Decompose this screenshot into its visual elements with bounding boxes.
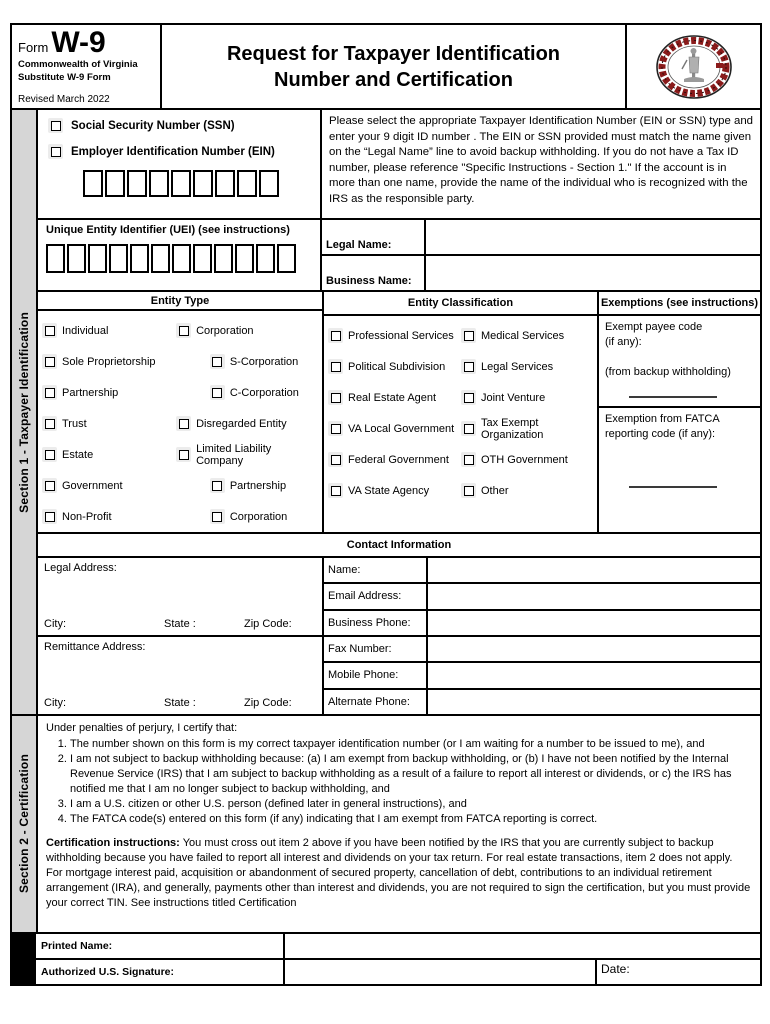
- form-title-line-1: Request for Taxpayer Identification: [226, 42, 561, 65]
- uei-digit-box[interactable]: [46, 244, 65, 273]
- section-1: [12, 110, 760, 714]
- entity-type-option: C-Corporation: [229, 386, 299, 399]
- tin-digit-box[interactable]: [83, 170, 103, 197]
- entity-classification-checkbox[interactable]: [461, 421, 476, 436]
- entity-classification-option: VA State Agency: [348, 484, 430, 497]
- section-2-sidebar: [12, 716, 38, 932]
- uei-digit-box[interactable]: [172, 244, 191, 273]
- exempt-payee-line-2: (if any):: [605, 336, 642, 348]
- exempt-payee-line-3: (from backup withholding): [605, 366, 731, 378]
- entity-type-option: Non-Profit: [62, 510, 112, 523]
- uei-digit-box[interactable]: [193, 244, 212, 273]
- fatca-label: Exemption from FATCA reporting code (if any):: [605, 413, 720, 440]
- tin-digit-box[interactable]: [237, 170, 257, 197]
- uei-digit-box[interactable]: [214, 244, 233, 273]
- contact-email-input[interactable]: [428, 584, 760, 608]
- uei-digit-box[interactable]: [67, 244, 86, 273]
- entity-classification-checkbox[interactable]: [461, 452, 476, 467]
- contact-fax-label: Fax Number:: [324, 637, 428, 661]
- ein-label: Employer Identification Number (EIN): [71, 145, 275, 158]
- org-line-1: Commonwealth of Virginia: [18, 59, 138, 70]
- exemptions-column: [599, 292, 760, 532]
- virginia-seal-icon: [644, 33, 744, 101]
- entity-type-checkbox[interactable]: [176, 447, 191, 462]
- printed-name-input[interactable]: [285, 934, 760, 958]
- entity-classification-checkbox[interactable]: [461, 390, 476, 405]
- form-title-line-2: Number and Certification: [274, 68, 513, 91]
- signature-input[interactable]: [285, 960, 597, 984]
- entity-type-checkbox[interactable]: [42, 323, 57, 338]
- legal-name-label: Legal Name:: [322, 220, 426, 254]
- address-column: [38, 558, 324, 714]
- entity-type-checkbox[interactable]: [176, 416, 191, 431]
- entity-classification-checkbox[interactable]: [328, 390, 343, 405]
- entity-classification-checkbox[interactable]: [461, 328, 476, 343]
- contact-business-phone-label: Business Phone:: [324, 611, 428, 635]
- remittance-state-label: State :: [164, 697, 196, 709]
- uei-digit-box[interactable]: [256, 244, 275, 273]
- exemptions-header: Exemptions (see instructions): [599, 292, 760, 316]
- entity-classification-option: Medical Services: [481, 329, 565, 342]
- entity-type-checkbox[interactable]: [176, 323, 191, 338]
- entity-classification-header: Entity Classification: [324, 292, 597, 316]
- contact-information-header: Contact Information: [38, 534, 760, 558]
- tin-digit-box[interactable]: [149, 170, 169, 197]
- form-number: W-9: [51, 26, 106, 59]
- entity-classification-option: VA Local Government: [348, 422, 455, 435]
- signature-label: Authorized U.S. Signature:: [36, 960, 285, 984]
- exempt-payee-code-input[interactable]: [629, 396, 717, 398]
- certification-instructions: [46, 836, 752, 911]
- entity-classification-checkbox[interactable]: [328, 328, 343, 343]
- legal-city-label: City:: [44, 618, 66, 630]
- entity-type-option: Disregarded Entity: [196, 417, 287, 430]
- tin-digit-box[interactable]: [105, 170, 125, 197]
- revision-date: Revised March 2022: [18, 94, 110, 105]
- entity-type-column: [38, 292, 324, 532]
- certification-instructions-lead: Certification instructions:: [46, 837, 180, 849]
- ssn-checkbox[interactable]: [48, 118, 63, 133]
- org-line-2: Substitute W-9 Form: [18, 72, 111, 83]
- entity-type-checkbox[interactable]: [210, 354, 225, 369]
- section-2: [12, 714, 760, 932]
- entity-type-header: Entity Type: [38, 292, 322, 311]
- legal-name-input[interactable]: [426, 220, 760, 254]
- form-title: [162, 25, 627, 108]
- ein-checkbox[interactable]: [48, 144, 63, 159]
- certification-list: [46, 737, 752, 827]
- entity-type-checkbox[interactable]: [42, 416, 57, 431]
- contact-alternate-label: Alternate Phone:: [324, 690, 428, 714]
- tin-digit-box[interactable]: [127, 170, 147, 197]
- entity-type-option: Partnership: [229, 479, 287, 492]
- entity-type-checkbox[interactable]: [42, 478, 57, 493]
- section-1-label: Section 1 - Taxpayer Identification: [17, 311, 31, 513]
- contact-mobile-input[interactable]: [428, 663, 760, 687]
- entity-type-option: Partnership: [62, 386, 119, 399]
- entity-classification-checkbox[interactable]: [328, 452, 343, 467]
- entity-classification-checkbox[interactable]: [328, 483, 343, 498]
- certification-item-1: 1. The number shown on this form is my correct taxpayer identification number (or I am waiting for a number to be issued to me), and: [70, 737, 752, 752]
- uei-box: [38, 220, 322, 290]
- entity-classification-checkbox[interactable]: [461, 359, 476, 374]
- signature-band: [12, 932, 760, 984]
- uei-digit-box[interactable]: [235, 244, 254, 273]
- entity-type-checkbox[interactable]: [42, 447, 57, 462]
- certification-intro: Under penalties of perjury, I certify that:: [46, 722, 238, 734]
- entity-classification-column: [324, 292, 599, 532]
- entity-classification-option: Real Estate Agent: [348, 391, 437, 404]
- contact-alternate-input[interactable]: [428, 690, 760, 714]
- entity-type-checkbox[interactable]: [42, 509, 57, 524]
- exempt-payee-code-box: [599, 316, 760, 408]
- entity-classification-option: Joint Venture: [481, 391, 546, 404]
- printed-name-label: Printed Name:: [36, 934, 285, 958]
- entity-classification-option: OTH Government: [481, 453, 568, 466]
- form-id-block: [12, 25, 162, 108]
- tin-digit-box[interactable]: [259, 170, 279, 197]
- tin-instructions: Please select the appropriate Taxpayer Identification Number (EIN or SSN) type and enter your 9 digit ID number . The EIN or SSN provided must match the name given on the “Legal Name” line to avoid backup withholding. If you do not have a Tax ID number, please reference "Specific Instructions - Section 1." If the account is in more than one name, provide the name of the individual who is recognized with the IRS as the responsible party.: [329, 115, 753, 205]
- entity-type-checkbox[interactable]: [42, 354, 57, 369]
- uei-digit-box[interactable]: [151, 244, 170, 273]
- certification-item-4: 4. The FATCA code(s) entered on this form (if any) indicating that I am exempt from FATCA reporting is correct.: [70, 812, 752, 827]
- contact-name-label: Name:: [324, 558, 428, 582]
- fatca-exemption-box: [599, 408, 760, 532]
- uei-digit-box[interactable]: [130, 244, 149, 273]
- tin-digit-boxes: [48, 170, 314, 197]
- entity-type-checkbox[interactable]: [42, 385, 57, 400]
- entity-type-option: Trust: [62, 417, 87, 430]
- contact-business-phone-input[interactable]: [428, 611, 760, 635]
- remittance-zip-label: Zip Code:: [244, 697, 292, 709]
- business-name-input[interactable]: [426, 256, 760, 290]
- entity-type-option: S-Corporation: [229, 355, 299, 368]
- entity-type-option: Limited Liability Company: [196, 442, 272, 467]
- business-name-label: Business Name:: [322, 256, 426, 290]
- remittance-address-block[interactable]: [38, 635, 322, 714]
- section-1-sidebar: [12, 110, 38, 714]
- tin-digit-box[interactable]: [171, 170, 191, 197]
- remittance-address-label: Remittance Address:: [44, 641, 146, 653]
- legal-address-block[interactable]: [38, 558, 322, 635]
- exempt-payee-line-1: Exempt payee code: [605, 321, 703, 333]
- contact-email-label: Email Address:: [324, 584, 428, 608]
- black-corner-block: [12, 934, 36, 984]
- form-word: Form: [18, 40, 49, 55]
- entity-classification-option: Legal Services: [481, 360, 554, 373]
- entity-type-checkbox[interactable]: [210, 478, 225, 493]
- fatca-code-input[interactable]: [629, 486, 717, 488]
- uei-digit-box[interactable]: [109, 244, 128, 273]
- contact-fax-input[interactable]: [428, 637, 760, 661]
- entity-classification-option: Federal Government: [348, 453, 449, 466]
- uei-digit-box[interactable]: [88, 244, 107, 273]
- uei-digit-boxes: [46, 244, 316, 273]
- date-label: Date:: [601, 962, 630, 976]
- tin-digit-box[interactable]: [215, 170, 235, 197]
- certification-item-3: 3. I am a U.S. citizen or other U.S. person (defined later in general instructions), and: [70, 797, 752, 812]
- entity-classification-option: Other: [481, 484, 509, 497]
- contact-mobile-label: Mobile Phone:: [324, 663, 428, 687]
- entity-type-option: Government: [62, 479, 123, 492]
- entity-classification-option: Professional Services: [348, 329, 454, 342]
- uei-label: Unique Entity Identifier (UEI) (see instructions): [46, 224, 290, 236]
- certification-item-2: 2. I am not subject to backup withholding because: (a) I am exempt from backup withholding, or (b) I have not been notified by the Internal Revenue Service (IRS) that I am subject to backup withholding as a result of a failure to report all interest or dividends, or c) the IRS has notified me that I am no longer subject to backup withholding, and: [70, 752, 752, 797]
- entity-type-option: Sole Proprietorship: [62, 355, 156, 368]
- tin-type-box: [38, 110, 322, 218]
- tin-digit-box[interactable]: [193, 170, 213, 197]
- uei-digit-box[interactable]: [277, 244, 296, 273]
- remittance-city-label: City:: [44, 697, 66, 709]
- entity-type-checkbox[interactable]: [210, 385, 225, 400]
- entity-type-option: Estate: [62, 448, 94, 461]
- seal-cell: [627, 25, 760, 108]
- entity-type-option: Individual: [62, 324, 109, 337]
- entity-type-option: Corporation: [229, 510, 288, 523]
- entity-classification-checkbox[interactable]: [461, 483, 476, 498]
- entity-type-option: Corporation: [196, 324, 254, 337]
- entity-classification-option: Tax Exempt Organization: [481, 416, 544, 441]
- contact-name-input[interactable]: [428, 558, 760, 582]
- section-2-label: Section 2 - Certification: [17, 754, 31, 894]
- entity-classification-option: Political Subdivision: [348, 360, 446, 373]
- entity-type-checkbox[interactable]: [210, 509, 225, 524]
- entity-classification-checkbox[interactable]: [328, 421, 343, 436]
- w9-form: [10, 23, 762, 986]
- ssn-label: Social Security Number (SSN): [71, 119, 235, 132]
- form-header: [12, 25, 760, 110]
- legal-address-label: Legal Address:: [44, 562, 117, 574]
- certification-instructions-body: You must cross out item 2 above if you have been notified by the IRS that you are currently subject to backup withholding because you have failed to report all interest and dividends on your tax return. For real estate transactions, item 2 does not apply. For mortgage interest paid, acquisition or abandonment of secured property, cancellation of debt, contributions to an individual retirement arrangement (IRA), and generally, payments other than interest and dividends, you are not required to sign the certification, but you must provide your correct TIN. See instructions titled Certification: [46, 837, 751, 909]
- certification-text: [38, 716, 760, 932]
- legal-state-label: State :: [164, 618, 196, 630]
- entity-classification-checkbox[interactable]: [328, 359, 343, 374]
- legal-zip-label: Zip Code:: [244, 618, 292, 630]
